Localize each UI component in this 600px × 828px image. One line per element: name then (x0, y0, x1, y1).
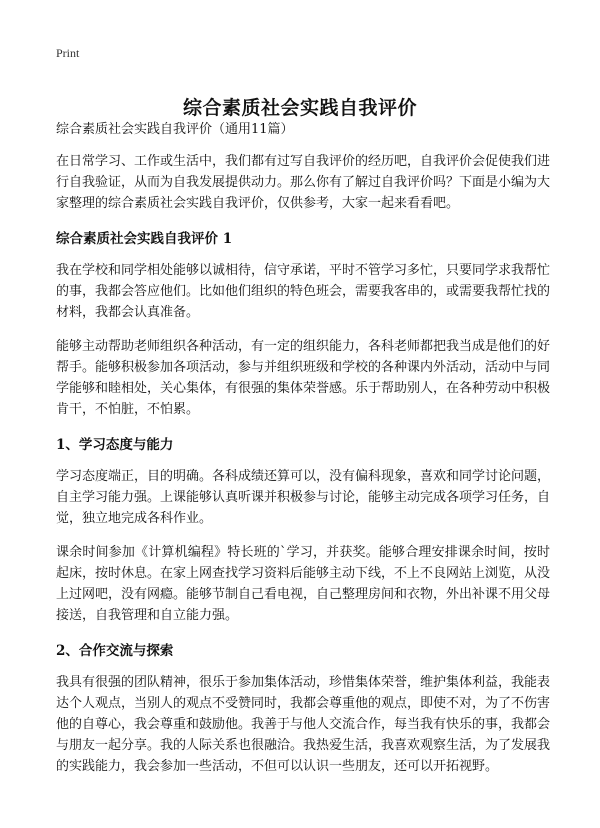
paragraph: 我在学校和同学相处能够以诚相待，信守承诺，平时不管学习多忙，只要同学求我帮忙的事，我都会答应他们。比如他们组织的特色班会，需要我客串的，或需要我帮忙找的材料，我都会认真准备。 (56, 263, 551, 320)
paragraph: 学习态度端正，目的明确。各科成绩还算可以，没有偏科现象，喜欢和同学讨论问题，自主学习能力强。上课能够认真听课并积极参与讨论，能够主动完成各项学习任务，自觉，独立地完成各科作业。 (56, 469, 551, 526)
intro-paragraph: 在日常学习、工作或生活中，我们都有过写自我评价的经历吧，自我评价会促使我们进行自我验证，从而为自我发展提供动力。那么你有了解过自我评价吗？下面是小编为大家整理的综合素质社会实践自我评价，仅供参考，大家一起来看看吧。 (56, 154, 551, 211)
paragraph: 能够主动帮助老师组织各种活动，有一定的组织能力，各科老师都把我当成是他们的好帮手。能够积极参加各项活动，参与并组织班级和学校的各种课内外活动，活动中与同学能够和睦相处，关心集体，有很强的集体荣誉感。乐于帮助别人，在各种劳动中积极肯干，不怕脏，不怕累。 (56, 339, 551, 417)
section-heading-cooperation: 2、合作交流与探索 (56, 643, 174, 659)
paragraph: 我具有很强的团队精神，很乐于参加集体活动，珍惜集体荣誉，维护集体利益，我能表达个人观点，当别人的观点不受赞同时，我都会尊重他的观点，即使不对，为了不伤害他的自尊心，我会尊重和鼓励他。我善于与他人交流合作，每当我有快乐的事，我都会与朋友一起分享。我的人际关系也很融洽。我热爱生活，我喜欢观察生活，为了发展我的实践能力，我会参加一些活动，不但可以认识一些朋友，还可以开拓视野。 (56, 675, 551, 774)
page-title: 综合素质社会实践自我评价 (182, 96, 417, 119)
paragraph: 课余时间参加《计算机编程》特长班的`学习，并获奖。能够合理安排课余时间，按时起床，按时休息。在家上网查找学习资料后能够主动下线，不上不良网站上浏览，从没上过网吧，没有网瘾。能够节制自己看电视，自己整理房间和衣物，外出补课不用父母接送，自我管理和自立能力强。 (56, 545, 551, 623)
article-subtitle: 综合素质社会实践自我评价（通用11篇） (56, 122, 294, 137)
print-link[interactable]: Print (56, 46, 80, 60)
article-body (56, 118, 550, 790)
section-heading-1: 综合素质社会实践自我评价 1 (56, 231, 233, 247)
section-heading-study: 1、学习态度与能力 (56, 437, 174, 453)
